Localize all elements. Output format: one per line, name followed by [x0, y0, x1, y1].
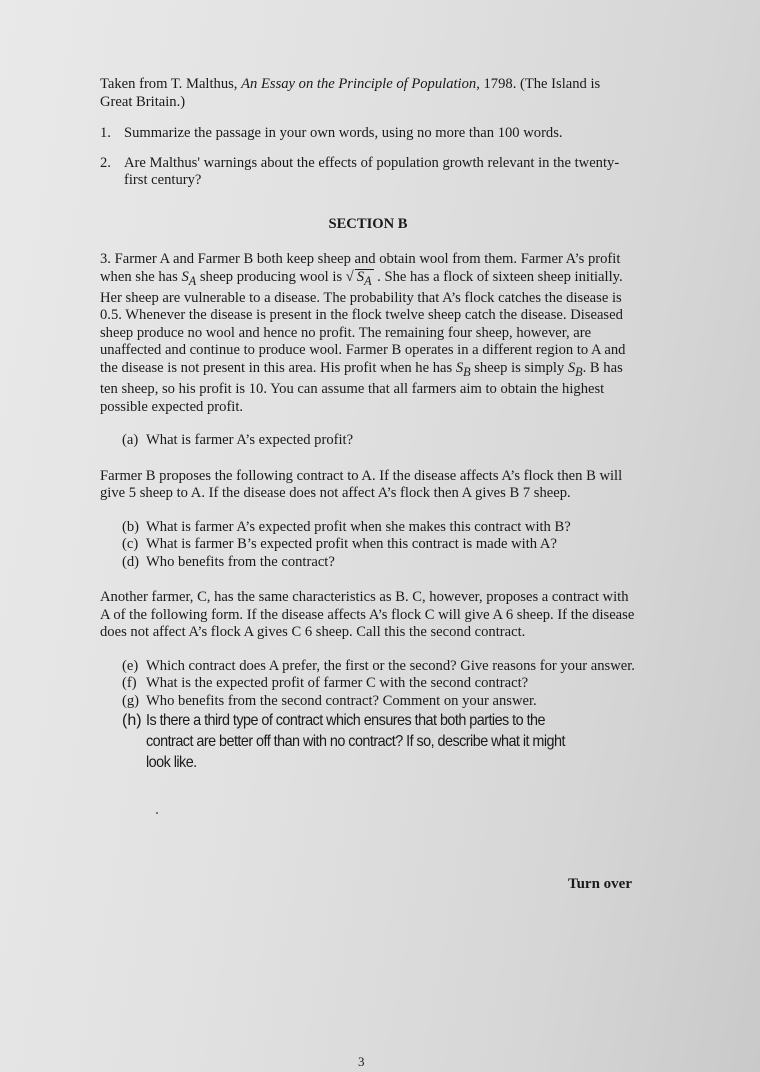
contract-1-text: Farmer B proposes the following contract to A. If the disease affects A’s flock then B will give 5 sheep to A. If the disease does not affect A’s flock then A gives B 7 sheep.: [100, 467, 623, 502]
question-2: 2. Are Malthus' warnings about the effects of population growth relevant in the twenty-first century?: [100, 154, 620, 188]
question-1: 1. Summarize the passage in your own words, using no more than 100 words.: [100, 125, 563, 141]
part-e: (e) Which contract does A prefer, the first or the second? Give reasons for your answer.: [122, 657, 635, 674]
part-b: (b) What is farmer A’s expected profit when she makes this contract with B?: [122, 518, 571, 535]
contract-2-text: Another farmer, C, has the same characteristics as B. C, however, proposes a contract with A of the following form. If the disease affects A’s flock C will give A 6 sheep. If the disease does not affect A’s flock A gives C 6 sheep. Call this the second contract.: [100, 589, 635, 641]
source-citation: Taken from T. Malthus, An Essay on the Principle of Population, 1798. (The Island is Great Britain.): [100, 76, 601, 110]
page-number: 3: [358, 1054, 365, 1069]
part-c: (c) What is farmer B’s expected profit when this contract is made with A?: [122, 536, 557, 553]
stray-mark: [156, 812, 158, 814]
part-f: (f) What is the expected profit of farmer C with the second contract?: [122, 675, 529, 692]
part-g: (g) Who benefits from the second contract? Comment on your answer.: [122, 692, 537, 709]
page-content: [100, 76, 636, 791]
part-d: (d) Who benefits from the contract?: [122, 553, 335, 570]
parts-bcd-group: [100, 519, 636, 572]
section-heading: SECTION B: [328, 215, 408, 232]
part-h: (h) Is there a third type of contract which ensures that both parties to the contract are better off than with no contract? If so, describe what it might look like.: [122, 712, 565, 772]
book-title: An Essay on the Principle of Population: [241, 76, 477, 92]
part-a-group: [100, 432, 636, 450]
part-a: (a) What is farmer A’s expected profit?: [122, 432, 354, 449]
sqrt-expression: $S_A$: [356, 268, 372, 288]
question-3-stem: 3. Farmer A and Farmer B both keep sheep and obtain wool from them. Farmer A’s profit when she has $S_A$ sheep producing wool is √ $S_A$ . She has a flock of sixteen sheep initially. Her sheep are vulnerable to a disease. The probability that A’s flock catches the disease is 0.5. Whenever the disease is present in the flock twelve sheep catch the disease. Diseased sheep produce no wool and hence no profit. The remaining four sheep, however, are unaffected and continue to produce wool. Farmer B operates in a different region to A and the disease is not present in this area. His profit when he has $S_B$ sheep is simply $S_B$. B has ten sheep, so his profit is 10. You can assume that all farmers aim to obtain the highest possible expected profit.: [100, 251, 626, 415]
parts-efgh-group: [100, 658, 636, 774]
turn-over-label: Turn over: [567, 876, 632, 892]
